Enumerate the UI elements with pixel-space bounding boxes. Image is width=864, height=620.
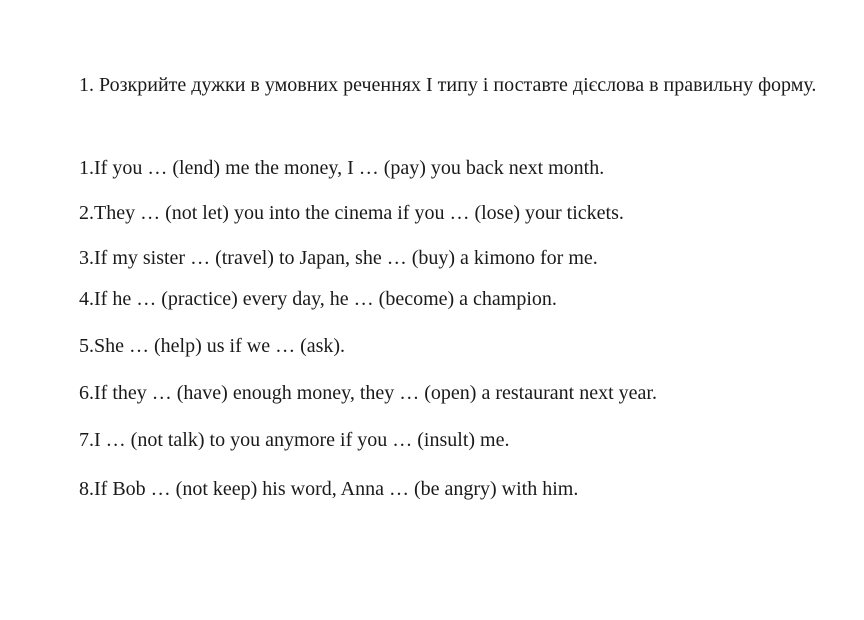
exercise-sentence-7: 7.I … (not talk) to you anymore if you … (insult) me. — [79, 429, 510, 451]
exercise-sentence-4: 4.If he … (practice) every day, he … (become) a champion. — [79, 288, 557, 310]
exercise-sentence-2: 2.They … (not let) you into the cinema if you … (lose) your tickets. — [79, 202, 624, 224]
exercise-sentence-8: 8.If Bob … (not keep) his word, Anna … (be angry) with him. — [79, 478, 579, 500]
exercise-sentence-1: 1.If you … (lend) me the money, I … (pay) you back next month. — [79, 157, 605, 179]
exercise-sentence-3: 3.If my sister … (travel) to Japan, she … (buy) a kimono for me. — [79, 247, 598, 269]
exercise-sentence-5: 5.She … (help) us if we … (ask). — [79, 335, 346, 357]
exercise-sentence-6: 6.If they … (have) enough money, they … (open) a restaurant next year. — [79, 382, 657, 404]
task-instruction: 1. Розкрийте дужки в умовних реченнях І типу і поставте дієслова в правильну форму. — [79, 74, 817, 96]
